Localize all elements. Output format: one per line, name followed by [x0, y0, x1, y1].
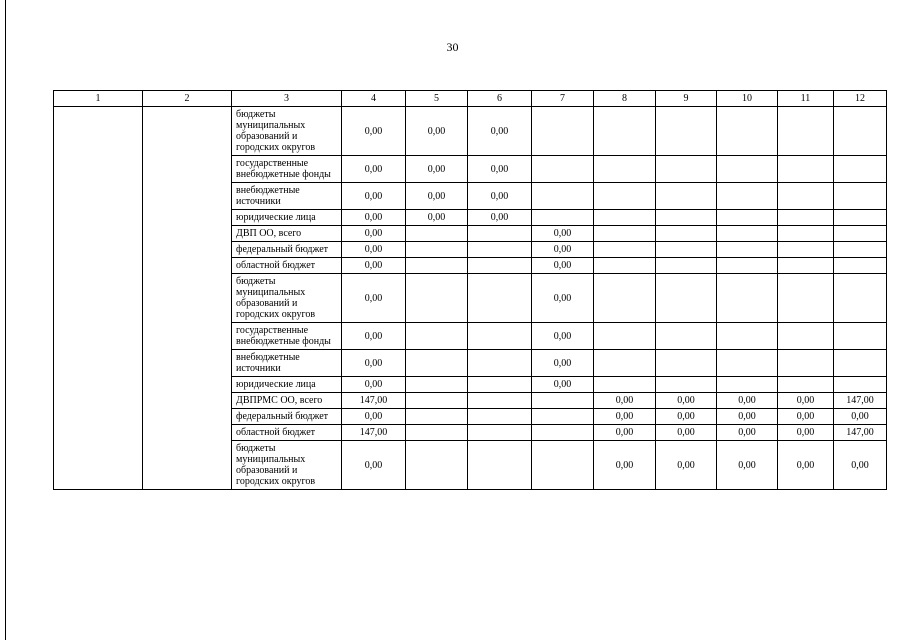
- amount-cell-c6: [468, 393, 532, 409]
- amount-cell-c7: 0,00: [532, 226, 594, 242]
- amount-cell-c11: [778, 107, 834, 156]
- amount-cell-c9: [656, 323, 717, 350]
- amount-cell-c12: 0,00: [834, 409, 887, 425]
- amount-cell-c4: 0,00: [342, 183, 406, 210]
- amount-cell-c11: [778, 274, 834, 323]
- amount-cell-c9: [656, 258, 717, 274]
- amount-cell-c11: [778, 242, 834, 258]
- funding-source-cell: государственные внебюджетные фонды: [232, 323, 342, 350]
- amount-cell-c11: [778, 258, 834, 274]
- amount-cell-c10: 0,00: [717, 393, 778, 409]
- amount-cell-c12: [834, 377, 887, 393]
- funding-source-cell: внебюджетные источники: [232, 350, 342, 377]
- amount-cell-c4: 0,00: [342, 323, 406, 350]
- amount-cell-c12: [834, 183, 887, 210]
- amount-cell-c4: 0,00: [342, 258, 406, 274]
- amount-cell-c4: 0,00: [342, 156, 406, 183]
- amount-cell-c6: [468, 274, 532, 323]
- funding-source-cell: бюджеты муниципальных образований и городских округов: [232, 441, 342, 490]
- amount-cell-c12: [834, 242, 887, 258]
- amount-cell-c10: 0,00: [717, 441, 778, 490]
- amount-cell-c9: [656, 226, 717, 242]
- amount-cell-c11: 0,00: [778, 441, 834, 490]
- amount-cell-c12: 0,00: [834, 441, 887, 490]
- amount-cell-c6: [468, 242, 532, 258]
- amount-cell-c11: [778, 183, 834, 210]
- amount-cell-c8: 0,00: [594, 425, 656, 441]
- amount-cell-c12: [834, 210, 887, 226]
- amount-cell-c7: [532, 107, 594, 156]
- amount-cell-c9: [656, 377, 717, 393]
- budget-table: [53, 90, 887, 490]
- funding-source-cell: бюджеты муниципальных образований и городских округов: [232, 274, 342, 323]
- amount-cell-c9: 0,00: [656, 393, 717, 409]
- amount-cell-c11: [778, 156, 834, 183]
- funding-source-cell: государственные внебюджетные фонды: [232, 156, 342, 183]
- amount-cell-c6: [468, 441, 532, 490]
- amount-cell-c5: [406, 441, 468, 490]
- amount-cell-c10: [717, 242, 778, 258]
- amount-cell-c11: [778, 210, 834, 226]
- amount-cell-c5: 0,00: [406, 107, 468, 156]
- amount-cell-c8: [594, 156, 656, 183]
- amount-cell-c12: [834, 258, 887, 274]
- table-row: [54, 107, 887, 156]
- amount-cell-c6: [468, 425, 532, 441]
- amount-cell-c9: [656, 350, 717, 377]
- amount-cell-c5: [406, 409, 468, 425]
- amount-cell-c11: [778, 377, 834, 393]
- amount-cell-c7: 0,00: [532, 377, 594, 393]
- amount-cell-c6: 0,00: [468, 210, 532, 226]
- amount-cell-c5: [406, 258, 468, 274]
- amount-cell-c10: [717, 226, 778, 242]
- amount-cell-c9: [656, 242, 717, 258]
- amount-cell-c6: [468, 323, 532, 350]
- amount-cell-c8: [594, 107, 656, 156]
- amount-cell-c4: 0,00: [342, 107, 406, 156]
- amount-cell-c6: [468, 350, 532, 377]
- amount-cell-c12: 147,00: [834, 425, 887, 441]
- amount-cell-c5: [406, 425, 468, 441]
- column-header: 12: [834, 91, 887, 107]
- column-header: 2: [143, 91, 232, 107]
- amount-cell-c11: 0,00: [778, 409, 834, 425]
- page-edge-line: [5, 0, 6, 640]
- amount-cell-c10: 0,00: [717, 425, 778, 441]
- amount-cell-c9: 0,00: [656, 409, 717, 425]
- amount-cell-c10: [717, 107, 778, 156]
- amount-cell-c12: [834, 274, 887, 323]
- funding-source-cell: бюджеты муниципальных образований и городских округов: [232, 107, 342, 156]
- amount-cell-c10: [717, 210, 778, 226]
- funding-source-cell: федеральный бюджет: [232, 409, 342, 425]
- funding-source-cell: юридические лица: [232, 210, 342, 226]
- amount-cell-c4: 0,00: [342, 377, 406, 393]
- amount-cell-c4: 147,00: [342, 393, 406, 409]
- amount-cell-c12: [834, 107, 887, 156]
- amount-cell-c10: [717, 183, 778, 210]
- amount-cell-c7: [532, 441, 594, 490]
- amount-cell-c7: 0,00: [532, 242, 594, 258]
- funding-source-cell: областной бюджет: [232, 425, 342, 441]
- amount-cell-c10: [717, 323, 778, 350]
- amount-cell-c8: [594, 226, 656, 242]
- amount-cell-c6: 0,00: [468, 183, 532, 210]
- column-header: 5: [406, 91, 468, 107]
- amount-cell-c4: 0,00: [342, 242, 406, 258]
- amount-cell-c7: 0,00: [532, 350, 594, 377]
- amount-cell-c4: 0,00: [342, 441, 406, 490]
- amount-cell-c8: [594, 323, 656, 350]
- column-header: 11: [778, 91, 834, 107]
- amount-cell-c8: [594, 258, 656, 274]
- amount-cell-c8: [594, 183, 656, 210]
- amount-cell-c12: 147,00: [834, 393, 887, 409]
- amount-cell-c12: [834, 156, 887, 183]
- page-number: 30: [446, 40, 459, 54]
- amount-cell-c8: 0,00: [594, 441, 656, 490]
- amount-cell-c10: [717, 258, 778, 274]
- amount-cell-c6: [468, 409, 532, 425]
- amount-cell-c7: [532, 409, 594, 425]
- amount-cell-c11: [778, 323, 834, 350]
- amount-cell-c5: [406, 393, 468, 409]
- amount-cell-c9: [656, 156, 717, 183]
- amount-cell-c7: [532, 210, 594, 226]
- funding-source-cell: юридические лица: [232, 377, 342, 393]
- amount-cell-c7: [532, 393, 594, 409]
- amount-cell-c8: [594, 242, 656, 258]
- amount-cell-c4: 0,00: [342, 350, 406, 377]
- amount-cell-c9: 0,00: [656, 425, 717, 441]
- funding-source-cell: внебюджетные источники: [232, 183, 342, 210]
- amount-cell-c9: [656, 107, 717, 156]
- amount-cell-c8: [594, 210, 656, 226]
- column-header: 9: [656, 91, 717, 107]
- amount-cell-c7: [532, 156, 594, 183]
- amount-cell-c11: [778, 350, 834, 377]
- amount-cell-c7: [532, 183, 594, 210]
- funding-source-cell: ДВП ОО, всего: [232, 226, 342, 242]
- amount-cell-c9: [656, 274, 717, 323]
- amount-cell-c7: 0,00: [532, 323, 594, 350]
- amount-cell-c5: [406, 350, 468, 377]
- column-header: 8: [594, 91, 656, 107]
- amount-cell-c6: [468, 377, 532, 393]
- amount-cell-c5: [406, 274, 468, 323]
- amount-cell-c4: 0,00: [342, 274, 406, 323]
- header-row: [54, 91, 887, 107]
- amount-cell-c8: [594, 274, 656, 323]
- amount-cell-c7: 0,00: [532, 258, 594, 274]
- amount-cell-c8: [594, 350, 656, 377]
- table-body: [54, 107, 887, 490]
- amount-cell-c4: 0,00: [342, 226, 406, 242]
- amount-cell-c10: [717, 377, 778, 393]
- amount-cell-c5: 0,00: [406, 156, 468, 183]
- column-header: 6: [468, 91, 532, 107]
- amount-cell-c6: 0,00: [468, 107, 532, 156]
- amount-cell-c9: [656, 210, 717, 226]
- amount-cell-c5: [406, 242, 468, 258]
- amount-cell-c8: 0,00: [594, 393, 656, 409]
- amount-cell-c5: 0,00: [406, 183, 468, 210]
- amount-cell-c9: 0,00: [656, 441, 717, 490]
- amount-cell-c7: [532, 425, 594, 441]
- column-header: 4: [342, 91, 406, 107]
- amount-cell-c10: [717, 274, 778, 323]
- amount-cell-c5: [406, 323, 468, 350]
- funding-source-cell: областной бюджет: [232, 258, 342, 274]
- amount-cell-c11: 0,00: [778, 393, 834, 409]
- amount-cell-c10: [717, 350, 778, 377]
- amount-cell-c7: 0,00: [532, 274, 594, 323]
- amount-cell-c12: [834, 323, 887, 350]
- funding-source-cell: ДВПРМС ОО, всего: [232, 393, 342, 409]
- amount-cell-c10: 0,00: [717, 409, 778, 425]
- amount-cell-c5: 0,00: [406, 210, 468, 226]
- column-2-merged-cell: [143, 107, 232, 490]
- amount-cell-c4: 0,00: [342, 409, 406, 425]
- column-header: 1: [54, 91, 143, 107]
- amount-cell-c6: [468, 258, 532, 274]
- amount-cell-c5: [406, 226, 468, 242]
- funding-source-cell: федеральный бюджет: [232, 242, 342, 258]
- amount-cell-c11: [778, 226, 834, 242]
- amount-cell-c5: [406, 377, 468, 393]
- column-header: 7: [532, 91, 594, 107]
- amount-cell-c9: [656, 183, 717, 210]
- amount-cell-c12: [834, 226, 887, 242]
- amount-cell-c4: 0,00: [342, 210, 406, 226]
- column-header: 10: [717, 91, 778, 107]
- amount-cell-c8: [594, 377, 656, 393]
- amount-cell-c6: [468, 226, 532, 242]
- amount-cell-c11: 0,00: [778, 425, 834, 441]
- amount-cell-c6: 0,00: [468, 156, 532, 183]
- column-1-merged-cell: [54, 107, 143, 490]
- amount-cell-c12: [834, 350, 887, 377]
- amount-cell-c10: [717, 156, 778, 183]
- amount-cell-c4: 147,00: [342, 425, 406, 441]
- column-header: 3: [232, 91, 342, 107]
- amount-cell-c8: 0,00: [594, 409, 656, 425]
